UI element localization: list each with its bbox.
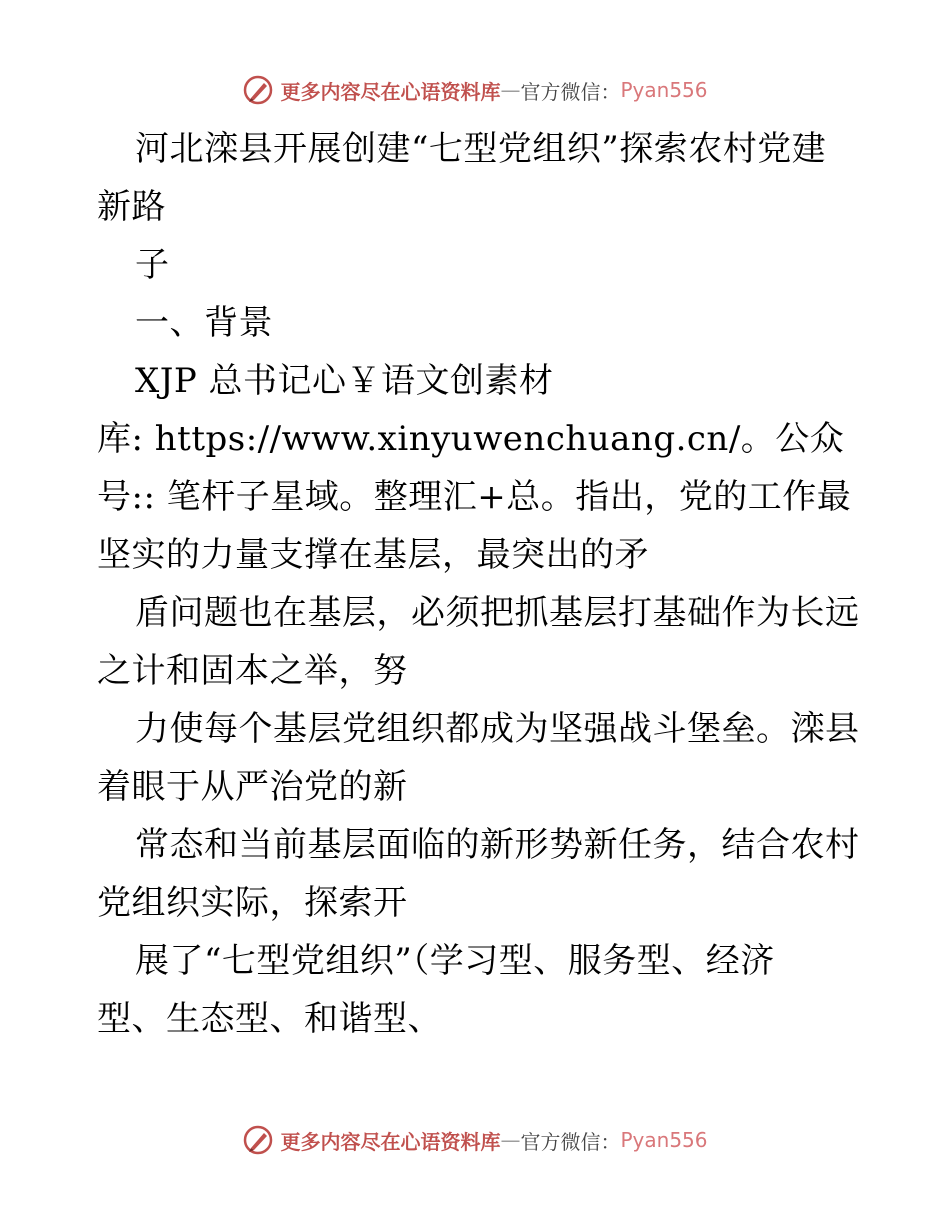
text-line: 力使每个基层党组织都成为坚强战斗堡垒。滦县 (135, 709, 860, 749)
text-line: 库: https://www.xinyuwenchuang.cn/。公众 (97, 419, 845, 459)
watermark-wechat-label: 官方微信： (520, 1129, 621, 1154)
watermark-footer (0, 1120, 950, 1160)
title-line-3: 子 (135, 245, 170, 285)
watermark-wechat-id: Pyan556 (620, 78, 708, 102)
text-line: 坚实的力量支撑在基层，最突出的矛 (97, 535, 649, 575)
text-line: XJP 总书记心￥语文创素材 (135, 361, 554, 401)
watermark-dash: — (500, 78, 521, 102)
text-line: 型、生态型、和谐型、 (97, 999, 442, 1039)
watermark-text: 更多内容尽在心语资料库 (280, 79, 501, 104)
text-line: 着眼于从严治党的新 (97, 767, 408, 807)
text-line: 常态和当前基层面临的新形势新任务，结合农村 (135, 825, 860, 865)
watermark-header (0, 70, 950, 110)
section-heading: 一、背景 (135, 303, 273, 343)
watermark-dash: — (500, 1128, 521, 1152)
title-line-2: 新路 (97, 187, 166, 227)
text-line: 之计和固本之举，努 (97, 651, 408, 691)
text-line: 号:: 笔杆子星域。整理汇+总。指出，党的工作最 (97, 477, 852, 517)
text-line: 展了“七型党组织”（学习型、服务型、经济 (135, 941, 775, 981)
title-line-1: 河北滦县开展创建“七型党组织”探索农村党建 (135, 129, 827, 169)
pen-logo-icon (242, 1124, 274, 1156)
watermark-wechat-label: 官方微信： (520, 79, 621, 104)
pen-logo-icon (242, 74, 274, 106)
watermark-text: 更多内容尽在心语资料库 (280, 1129, 501, 1154)
watermark-wechat-id: Pyan556 (620, 1128, 708, 1152)
text-line: 盾问题也在基层，必须把抓基层打基础作为长远 (135, 593, 860, 633)
text-line: 党组织实际，探索开 (97, 883, 408, 923)
document-body (97, 120, 860, 1048)
